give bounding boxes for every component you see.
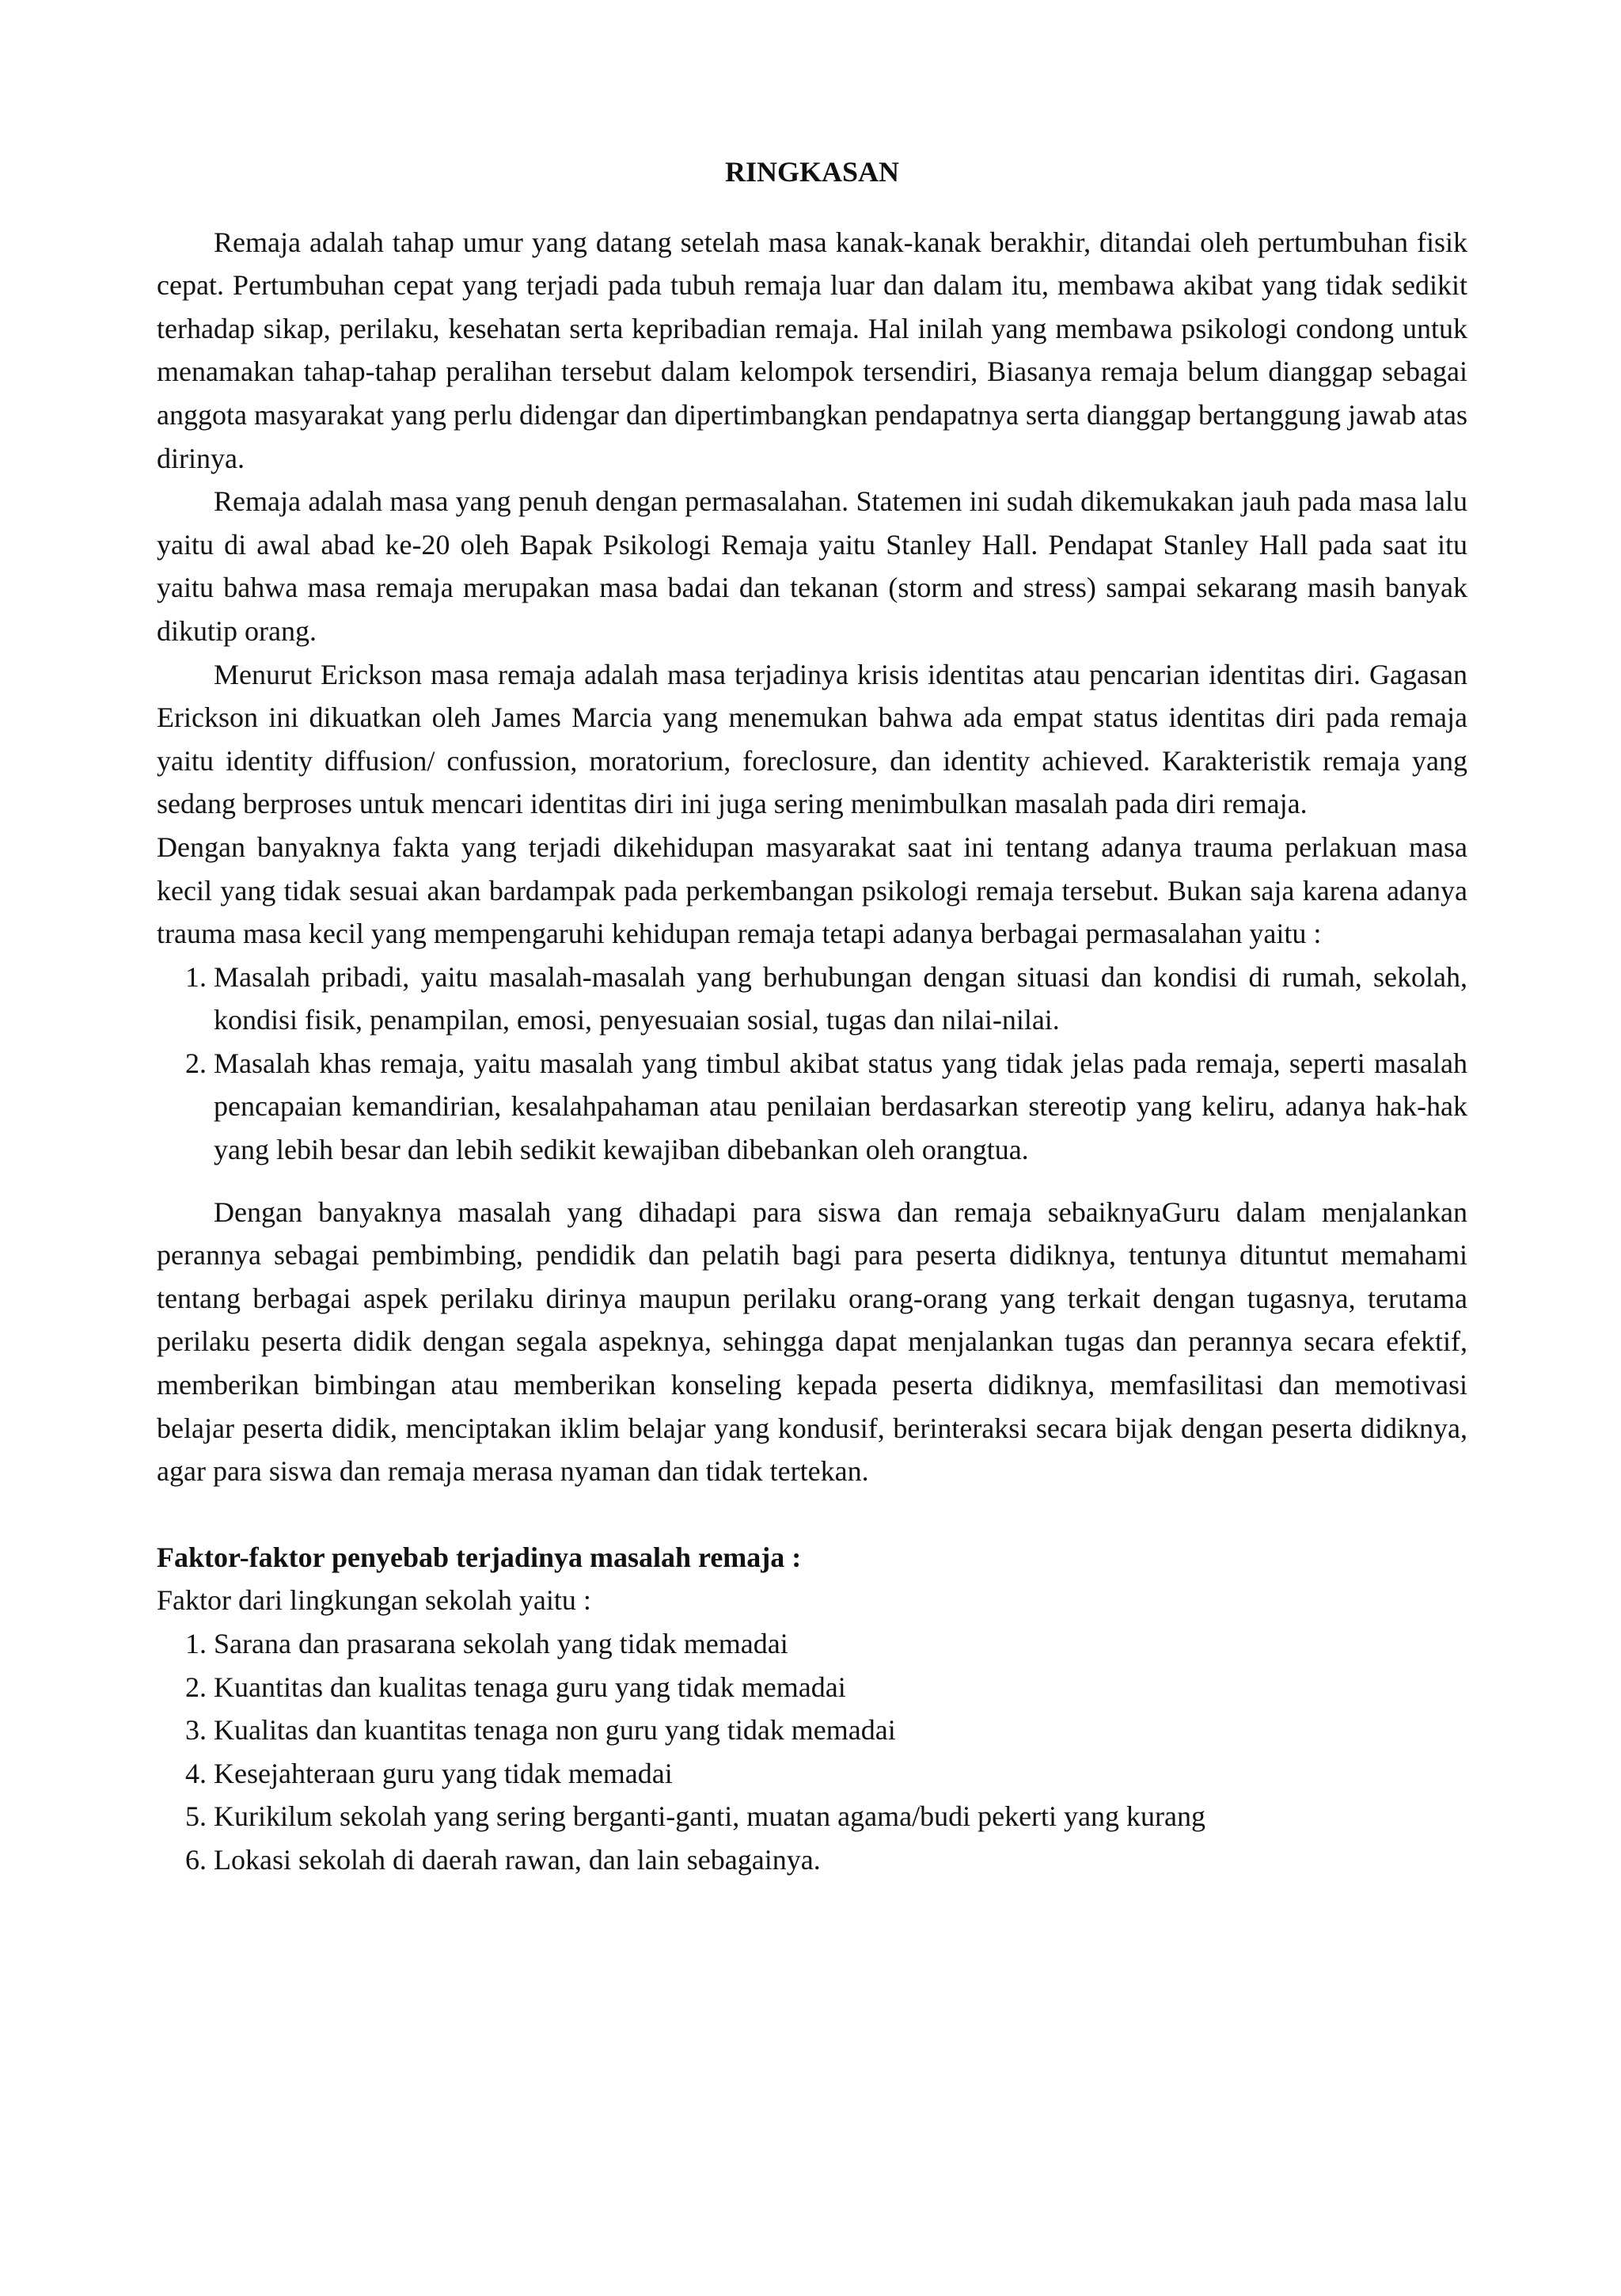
- list-item: 2. Kuantitas dan kualitas tenaga guru yang tidak memadai: [214, 1666, 1467, 1709]
- list-item: 2. Masalah khas remaja, yaitu masalah yang timbul akibat status yang tidak jelas pada remaja, seperti masalah pencapaian kemandirian, kesalahpahaman atau penilaian berdasarkan stereotip yang keliru, adanya hak-hak yang lebih besar dan lebih sedikit kewajiban dibebankan oleh orangtua.: [214, 1042, 1467, 1172]
- list-item: 1. Masalah pribadi, yaitu masalah-masalah yang berhubungan dengan situasi dan kondisi di rumah, sekolah, kondisi fisik, penampilan, emosi, penyesuaian sosial, tugas dan nilai-nilai.: [214, 956, 1467, 1042]
- problems-list: [157, 956, 1467, 1172]
- paragraph-4: Dengan banyaknya fakta yang terjadi dikehidupan masyarakat saat ini tentang adanya trauma perlakuan masa kecil yang tidak sesuai akan bardampak pada perkembangan psikologi remaja tersebut. Bukan saja karena adanya trauma masa kecil yang mempengaruhi kehidupan remaja tetapi adanya berbagai permasalahan yaitu :: [157, 831, 1467, 950]
- factors-list: [157, 1622, 1467, 1882]
- list-item: 4. Kesejahteraan guru yang tidak memadai: [214, 1752, 1467, 1796]
- paragraph-3: Menurut Erickson masa remaja adalah masa terjadinya krisis identitas atau pencarian identitas diri. Gagasan Erickson ini dikuatkan oleh James Marcia yang menemukan bahwa ada empat status identitas diri pada remaja yaitu identity diffusion/ confussion, moratorium, foreclosure, dan identity achieved. Karakteristik remaja yang sedang berproses untuk mencari identitas diri ini juga sering menimbulkan masalah pada diri remaja.: [157, 658, 1467, 820]
- paragraph-guru: Dengan banyaknya masalah yang dihadapi para siswa dan remaja sebaiknyaGuru dalam menjalankan perannya sebagai pembimbing, pendidik dan pelatih bagi para peserta didiknya, tentunya dituntut memahami tentang berbagai aspek perilaku dirinya maupun perilaku orang-orang yang terkait dengan tugasnya, terutama perilaku peserta didik dengan segala aspeknya, sehingga dapat menjalankan tugas dan perannya secara efektif, memberikan bimbingan atau memberikan konseling kepada peserta didiknya, memfasilitasi dan memotivasi belajar peserta didik, menciptakan iklim belajar yang kondusif, berinteraksi secara bijak dengan peserta didiknya, agar para siswa dan remaja merasa nyaman dan tidak tertekan.: [157, 1196, 1467, 1488]
- list-item: 3. Kualitas dan kuantitas tenaga non guru yang tidak memadai: [214, 1709, 1467, 1752]
- list-item: 5. Kurikilum sekolah yang sering berganti-ganti, muatan agama/budi pekerti yang kurang: [214, 1795, 1467, 1838]
- section-heading: Faktor-faktor penyebab terjadinya masalah remaja :: [157, 1541, 802, 1573]
- list-item: 1. Sarana dan prasarana sekolah yang tidak memadai: [214, 1622, 1467, 1666]
- list-item: 6. Lokasi sekolah di daerah rawan, dan lain sebagainya.: [214, 1838, 1467, 1882]
- document-page: [157, 150, 1467, 1882]
- paragraph-1: Remaja adalah tahap umur yang datang setelah masa kanak-kanak berakhir, ditandai oleh pertumbuhan fisik cepat. Pertumbuhan cepat yang terjadi pada tubuh remaja luar dan dalam itu, membawa akibat yang tidak sedikit terhadap sikap, perilaku, kesehatan serta kepribadian remaja. Hal inilah yang membawa psikologi condong untuk menamakan tahap-tahap peralihan tersebut dalam kelompok tersendiri, Biasanya remaja belum dianggap sebagai anggota masyarakat yang perlu didengar dan dipertimbangkan pendapatnya serta dianggap bertanggung jawab atas dirinya.: [157, 226, 1467, 474]
- page-title: RINGKASAN: [724, 156, 900, 188]
- paragraph-2: Remaja adalah masa yang penuh dengan permasalahan. Statemen ini sudah dikemukakan jauh pada masa lalu yaitu di awal abad ke-20 oleh Bapak Psikologi Remaja yaitu Stanley Hall. Pendapat Stanley Hall pada saat itu yaitu bahwa masa remaja merupakan masa badai dan tekanan (storm and stress) sampai sekarang masih banyak dikutip orang.: [157, 485, 1467, 647]
- section-subheading: Faktor dari lingkungan sekolah yaitu :: [157, 1584, 591, 1617]
